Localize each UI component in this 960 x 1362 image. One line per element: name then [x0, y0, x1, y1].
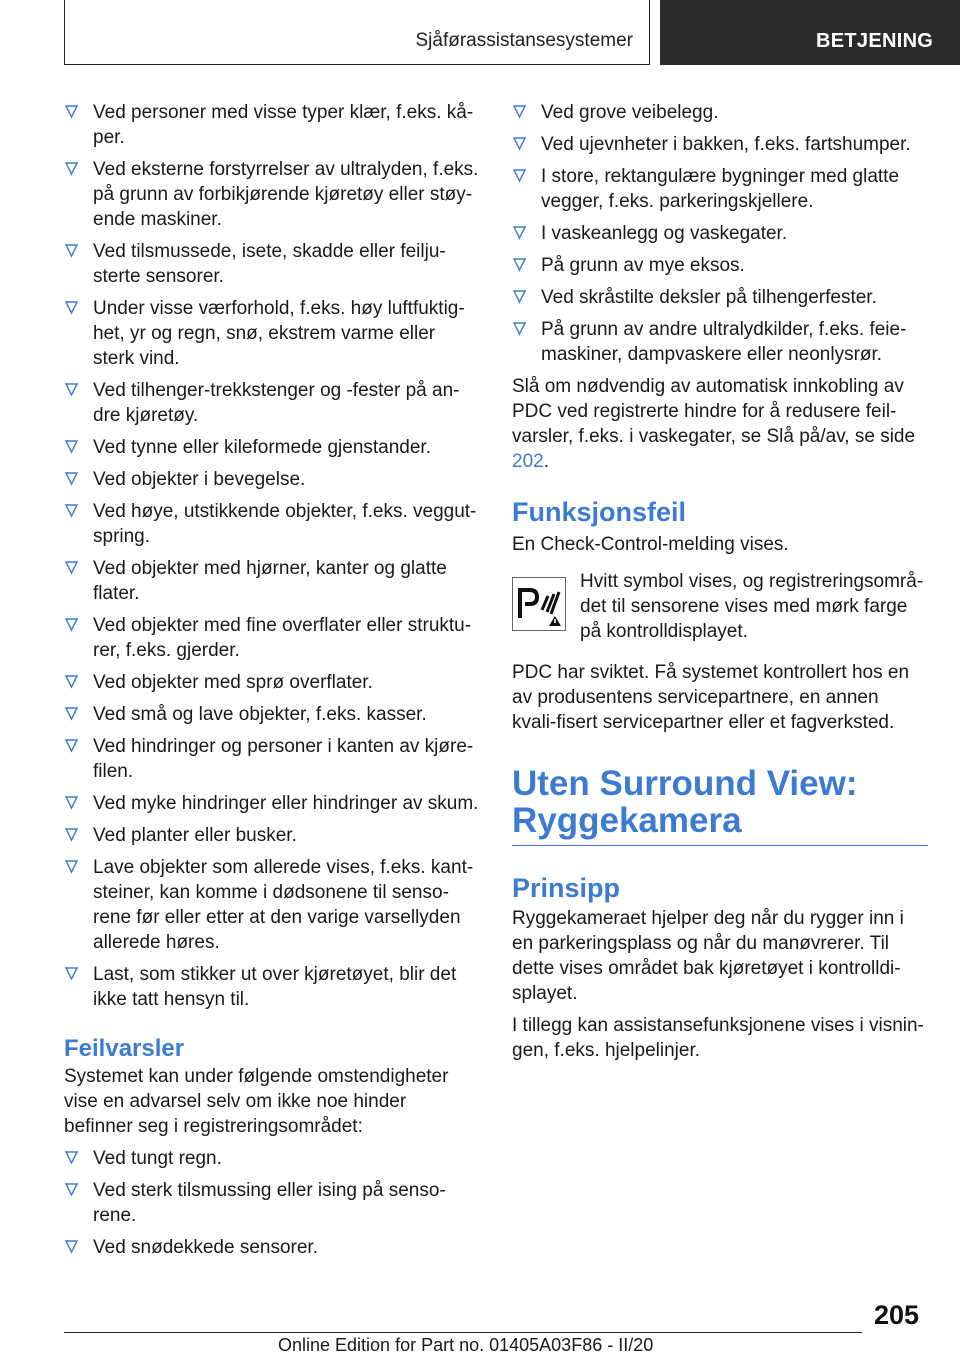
conditions-bullet-list [512, 100, 928, 367]
triangle-bullet-icon [65, 796, 78, 810]
malfunction-line: En Check-Control-melding vises. [512, 534, 789, 555]
list-item: Ved tynne eller kileformede gjenstander. [64, 435, 480, 460]
triangle-bullet-icon [65, 383, 78, 397]
left-column [64, 100, 480, 1267]
triangle-bullet-icon [65, 162, 78, 176]
list-item: Ved høye, utstikkende objekter, f.eks. veggut-spring. [64, 499, 480, 549]
list-item: Ved snødekkede sensorer. [64, 1235, 480, 1260]
list-item: Under visse værforhold, f.eks. høy luftfuktig-het, yr og regn, snø, ekstrem varme eller sterk vind. [64, 296, 480, 371]
triangle-bullet-icon [65, 828, 78, 842]
limits-bullet-list [64, 100, 480, 1012]
list-item: Ved personer med visse typer klær, f.eks. kå-per. [64, 100, 480, 150]
triangle-bullet-icon [513, 226, 526, 240]
triangle-bullet-icon [65, 1183, 78, 1197]
triangle-bullet-icon [513, 105, 526, 119]
list-item: Ved objekter med fine overflater eller struktu-rer, f.eks. gjerder. [64, 613, 480, 663]
page-number: 205 [874, 1300, 920, 1330]
list-item: Ved hindringer og personer i kanten av kjøre-filen. [64, 734, 480, 784]
triangle-bullet-icon [65, 105, 78, 119]
list-item: Ved skråstilte deksler på tilhengerfester. [512, 285, 928, 310]
section-title: Uten Surround View: Ryggekamera [512, 764, 858, 840]
triangle-bullet-icon [65, 1240, 78, 1254]
triangle-bullet-icon [513, 322, 526, 336]
deactivation-note: Slå om nødvendig av automatisk innkobling av PDC ved registrerte hindre for å redusere feil-varsler, f.eks. i vaskegater, se Slå på/av, se side 202. [512, 376, 916, 472]
principle-heading: Prinsipp [512, 873, 621, 903]
list-item: Last, som stikker ut over kjøretøyet, blir det ikke tatt hensyn til. [64, 962, 480, 1012]
false-alarms-intro: Systemet kan under følgende omstendigheter vise en advarsel selv om ikke noe hinder befinner seg i registreringsområdet: [64, 1066, 449, 1137]
triangle-bullet-icon [65, 472, 78, 486]
list-item: Ved ujevnheter i bakken, f.eks. fartshumper. [512, 132, 928, 157]
list-item: Ved tilhenger-trekkstenger og -fester på an-dre kjøretøy. [64, 378, 480, 428]
list-item: Ved planter eller busker. [64, 823, 480, 848]
triangle-bullet-icon [65, 504, 78, 518]
list-item: Lave objekter som allerede vises, f.eks. kant-steiner, kan komme i dødsonene til senso-rene før eller etter at den varige varsellyden allerede høres. [64, 855, 480, 955]
check-control-text: Hvitt symbol vises, og registreringsområ-det til sensorene vises med mørk farge på kontrolldisplayet. [580, 571, 924, 642]
page-header [0, 0, 960, 66]
check-control-row [512, 569, 928, 644]
list-item: Ved små og lave objekter, f.eks. kasser. [64, 702, 480, 727]
list-item: Ved tilsmussede, isete, skadde eller feilju-sterte sensorer. [64, 239, 480, 289]
section-title-wrap [512, 765, 928, 846]
page-reference-link[interactable]: 202 [512, 451, 544, 472]
principle-paragraph-1: Ryggekameraet hjelper deg når du rygger inn i en parkeringsplass og når du manøvrerer. Til dette vises området bak kjøretøyet i kontrolldi-splayet. [512, 908, 904, 1004]
footer-divider [64, 1332, 862, 1333]
triangle-bullet-icon [65, 440, 78, 454]
list-item: Ved objekter i bevegelse. [64, 467, 480, 492]
pdc-warning-icon [512, 577, 566, 631]
header-chapter-tab [660, 0, 960, 65]
triangle-bullet-icon [65, 675, 78, 689]
list-item: På grunn av mye eksos. [512, 253, 928, 278]
footer-edition: Online Edition for Part no. 01405A03F86 - II/20 [278, 1335, 654, 1355]
triangle-bullet-icon [65, 860, 78, 874]
triangle-bullet-icon [513, 137, 526, 151]
header-chapter-title: BETJENING [816, 30, 934, 52]
triangle-bullet-icon [513, 258, 526, 272]
principle-paragraph-2: I tillegg kan assistansefunksjonene vises i visnin-gen, f.eks. hjelpelinjer. [512, 1015, 924, 1061]
list-item: Ved objekter med sprø overflater. [64, 670, 480, 695]
triangle-bullet-icon [65, 301, 78, 315]
triangle-bullet-icon [65, 967, 78, 981]
list-item: Ved myke hindringer eller hindringer av skum. [64, 791, 480, 816]
malfunction-heading: Funksjonsfeil [512, 497, 687, 527]
list-item: Ved grove veibelegg. [512, 100, 928, 125]
header-section-title: Sjåførassistansesystemer [415, 30, 633, 51]
triangle-bullet-icon [65, 618, 78, 632]
header-section-box [64, 0, 650, 65]
list-item: Ved sterk tilsmussing eller ising på senso-rene. [64, 1178, 480, 1228]
triangle-bullet-icon [513, 290, 526, 304]
triangle-bullet-icon [65, 739, 78, 753]
list-item: Ved tungt regn. [64, 1146, 480, 1171]
list-item: På grunn av andre ultralydkilder, f.eks. feie-maskiner, dampvaskere eller neonlysrør. [512, 317, 928, 367]
list-item: Ved objekter med hjørner, kanter og glatte flater. [64, 556, 480, 606]
list-item: I store, rektangulære bygninger med glatte vegger, f.eks. parkeringskjellere. [512, 164, 928, 214]
list-item: Ved eksterne forstyrrelser av ultralyden, f.eks. på grunn av forbikjørende kjøretøy eller støy-ende maskiner. [64, 157, 480, 232]
false-alarms-bullet-list [64, 1146, 480, 1260]
triangle-bullet-icon [65, 244, 78, 258]
right-column [512, 100, 928, 1070]
list-item: I vaskeanlegg og vaskegater. [512, 221, 928, 246]
false-alarms-heading: Feilvarsler [64, 1035, 185, 1062]
triangle-bullet-icon [65, 707, 78, 721]
triangle-bullet-icon [65, 561, 78, 575]
triangle-bullet-icon [513, 169, 526, 183]
malfunction-after: PDC har sviktet. Få systemet kontrollert hos en av produsentens servicepartnere, en annen kvali-fisert servicepartner eller et fagverksted. [512, 662, 910, 733]
triangle-bullet-icon [65, 1151, 78, 1165]
